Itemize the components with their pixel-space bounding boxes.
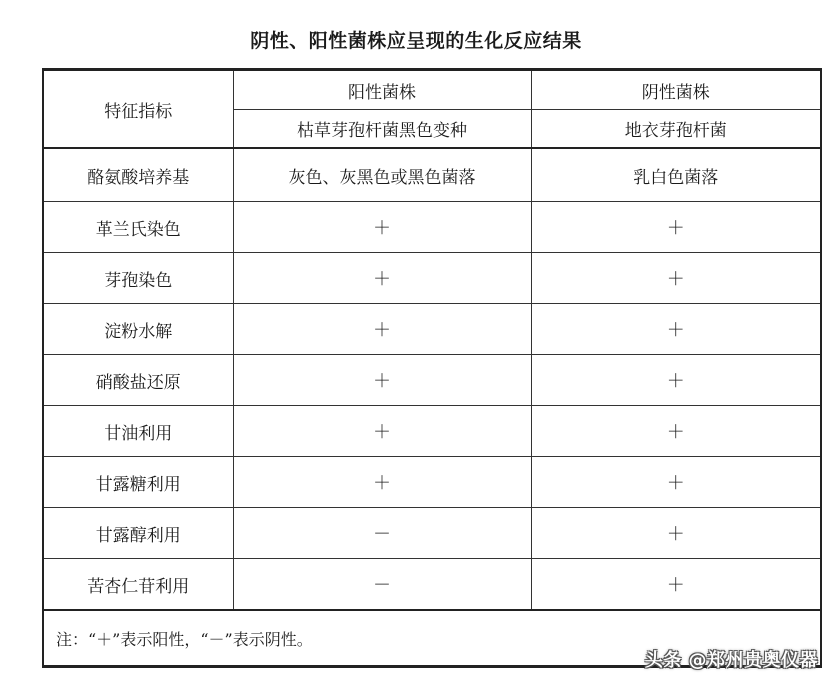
table-row	[43, 202, 821, 253]
table-row	[43, 559, 821, 611]
feature-cell: 硝酸盐还原	[43, 355, 233, 406]
feature-cell: 淀粉水解	[43, 304, 233, 355]
negative-result-cell: ＋	[531, 304, 821, 355]
watermark: 头条 @郑州贵奥仪器	[644, 650, 818, 671]
positive-result-cell: ＋	[233, 457, 531, 508]
negative-result-cell: ＋	[531, 253, 821, 304]
negative-strain-name: 地衣芽孢杆菌	[531, 110, 821, 149]
negative-result-cell: ＋	[531, 355, 821, 406]
positive-result-cell: ＋	[233, 202, 531, 253]
table-row	[43, 355, 821, 406]
table-row	[43, 457, 821, 508]
table-row	[43, 148, 821, 202]
feature-cell: 苦杏仁苷利用	[43, 559, 233, 611]
negative-result-cell: ＋	[531, 559, 821, 611]
feature-cell: 酪氨酸培养基	[43, 148, 233, 202]
positive-result-cell: ＋	[233, 406, 531, 457]
table-row	[43, 406, 821, 457]
table-note: 注：“＋”表示阳性，“－”表示阴性。	[43, 610, 821, 667]
positive-result-cell: ＋	[233, 355, 531, 406]
feature-cell: 甘露醇利用	[43, 508, 233, 559]
positive-result-cell: ＋	[233, 253, 531, 304]
biochemical-results-table	[42, 68, 822, 668]
feature-cell: 革兰氏染色	[43, 202, 233, 253]
table-row	[43, 304, 821, 355]
negative-result-cell: ＋	[531, 457, 821, 508]
document-title: 阴性、阳性菌株应呈现的生化反应结果	[250, 30, 582, 52]
positive-result-cell: －	[233, 508, 531, 559]
feature-cell: 甘露糖利用	[43, 457, 233, 508]
table-row	[43, 253, 821, 304]
feature-cell: 芽孢染色	[43, 253, 233, 304]
positive-result-cell: －	[233, 559, 531, 611]
negative-result-cell: ＋	[531, 508, 821, 559]
table-header-row	[43, 70, 821, 110]
negative-result-cell: 乳白色菌落	[531, 148, 821, 202]
positive-strain-name: 枯草芽孢杆菌黑色变种	[233, 110, 531, 149]
positive-result-cell: 灰色、灰黑色或黑色菌落	[233, 148, 531, 202]
feature-cell: 甘油利用	[43, 406, 233, 457]
feature-column-header: 特征指标	[43, 70, 233, 149]
negative-result-cell: ＋	[531, 406, 821, 457]
negative-result-cell: ＋	[531, 202, 821, 253]
negative-strain-header: 阴性菌株	[531, 70, 821, 110]
table-row	[43, 508, 821, 559]
positive-result-cell: ＋	[233, 304, 531, 355]
positive-strain-header: 阳性菌株	[233, 70, 531, 110]
